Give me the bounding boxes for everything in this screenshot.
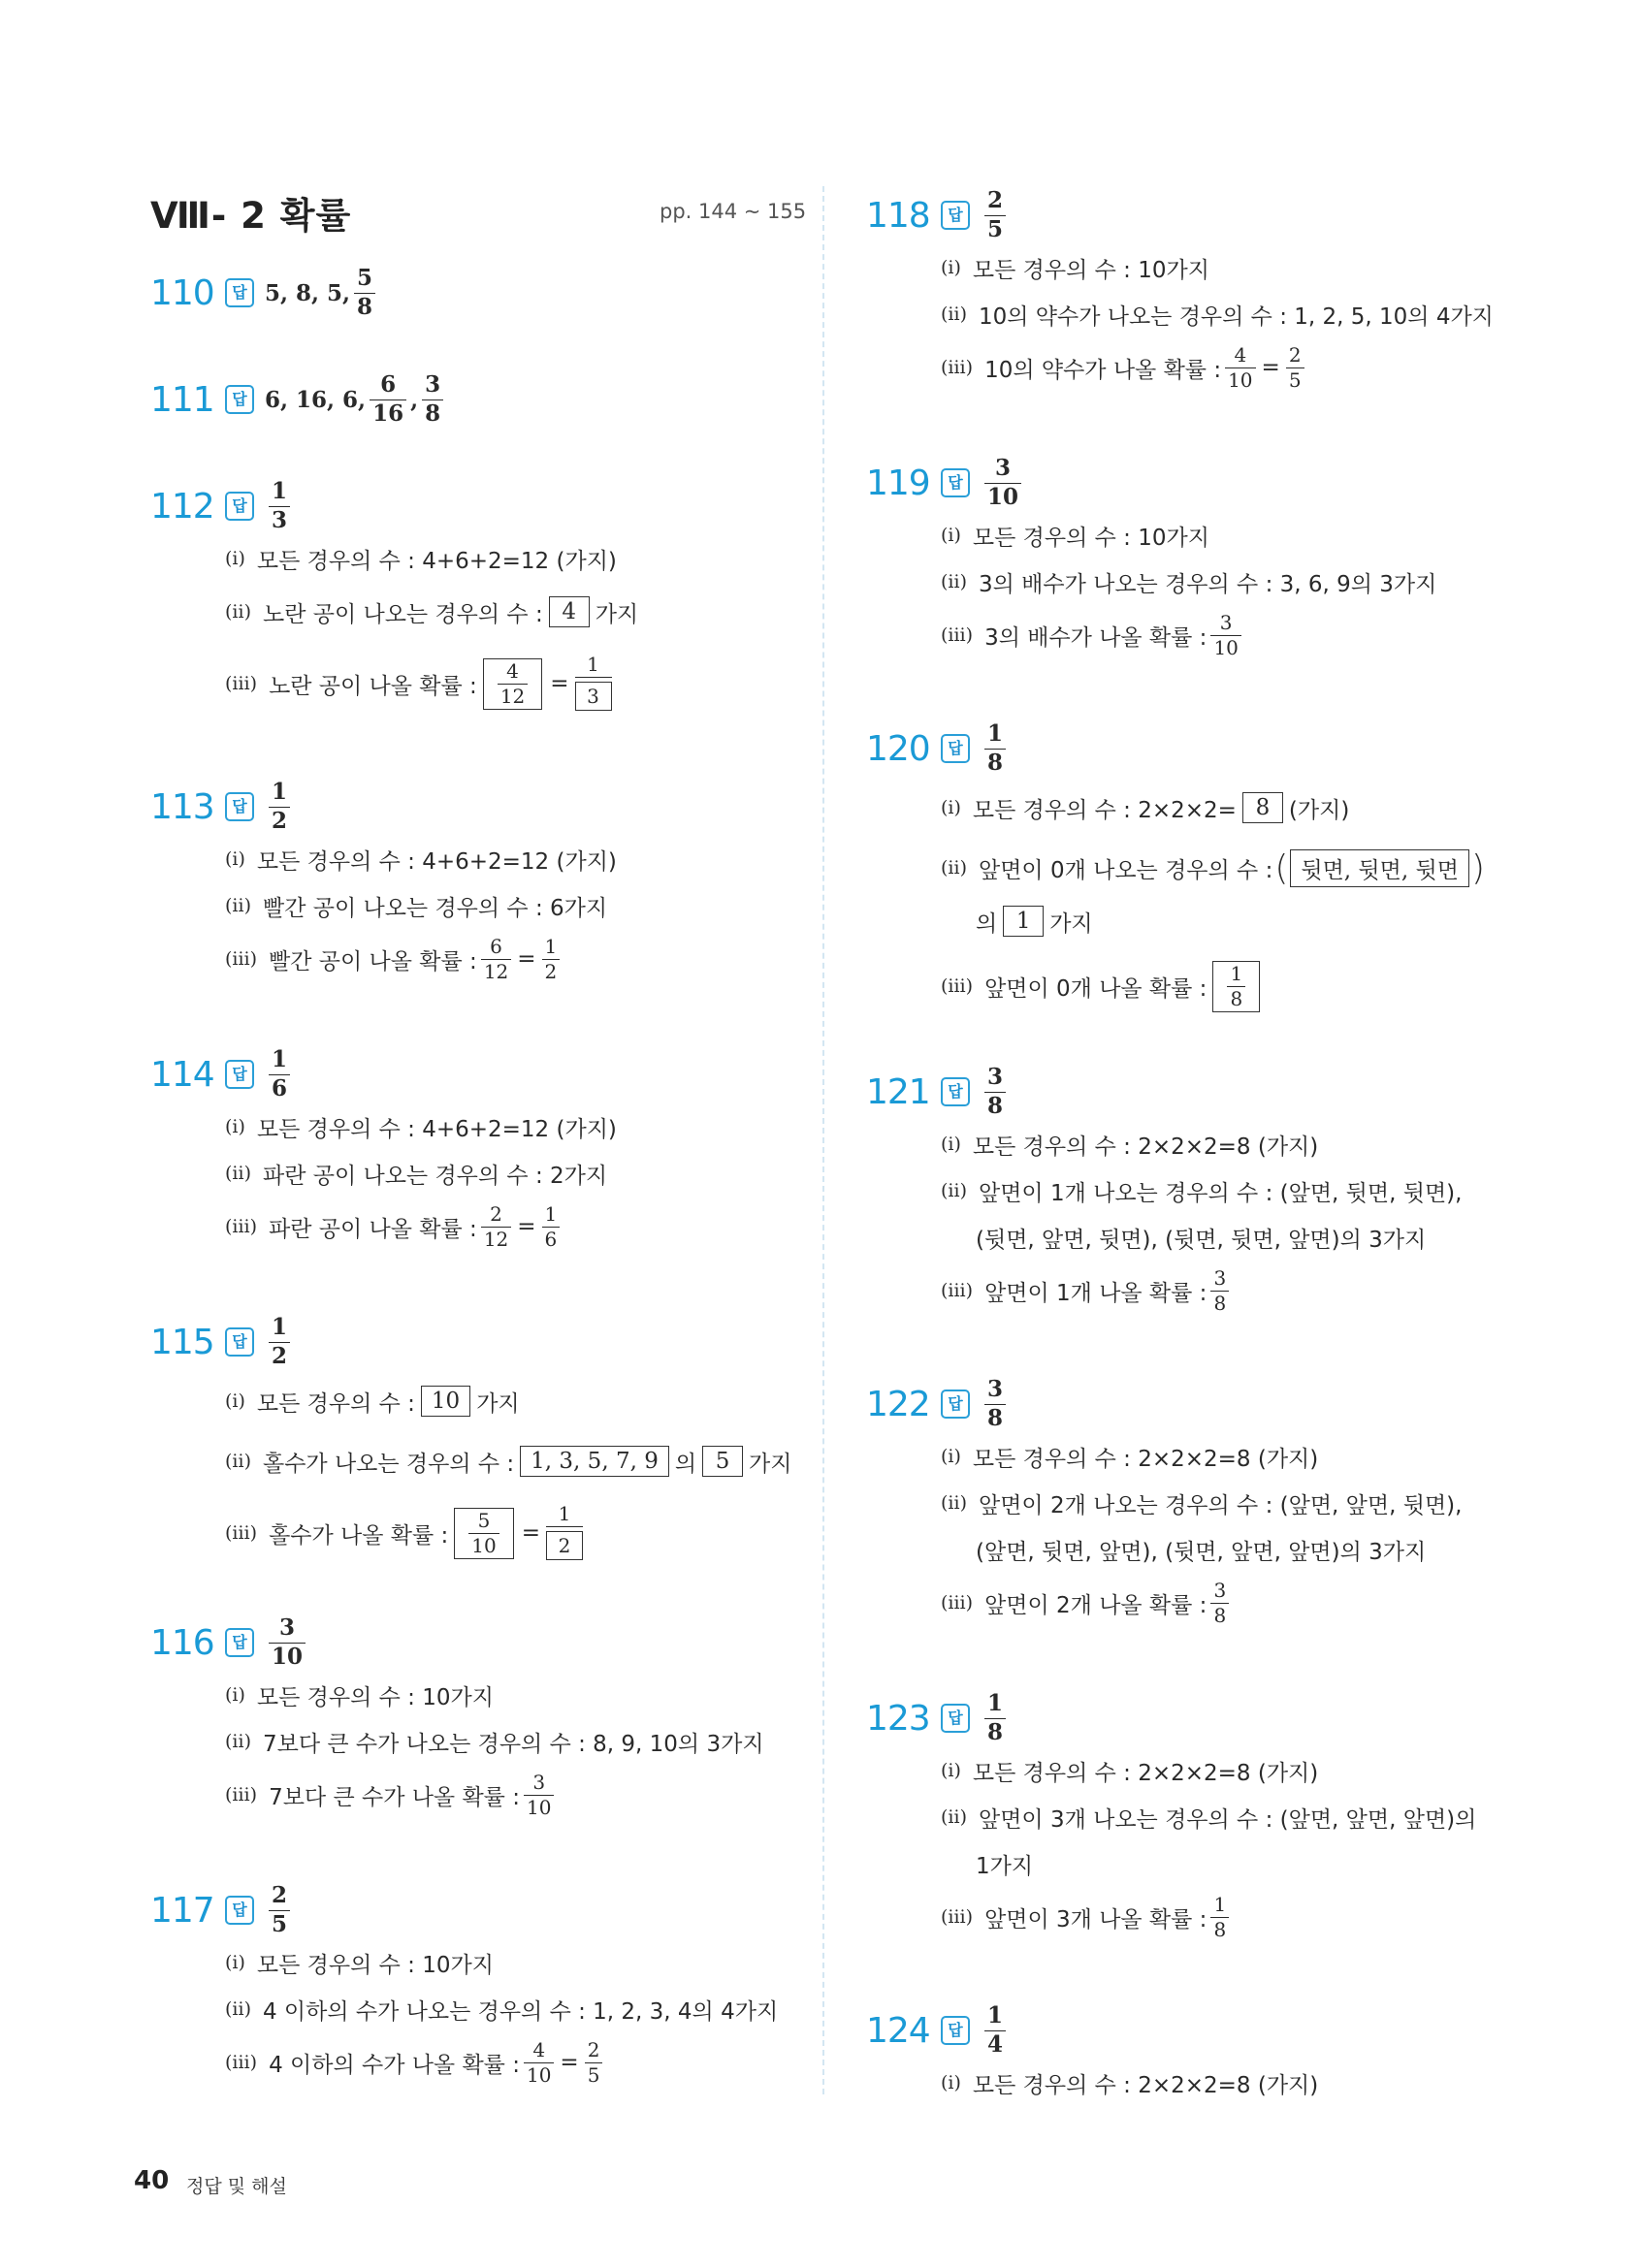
answer-fraction: $\frac{1}{2}$: [269, 781, 290, 832]
step-1: (ⅰ) 모든 경우의 수 : 4+6+2=12 (가지): [225, 548, 617, 574]
footer-label: 정답 및 해설: [186, 2176, 287, 2197]
blank-box: 8: [1242, 792, 1283, 823]
answer-text: 6, 16, 6,: [265, 386, 367, 413]
step-2-cont: (앞면, 뒷면, 앞면), (뒷면, 앞면, 앞면)의 3가지: [976, 1539, 1427, 1565]
answer-label: 답: [941, 1077, 970, 1106]
step-2: (ⅱ) 앞면이 3개 나오는 경우의 수 : (앞면, 앞면, 앞면)의: [941, 1806, 1477, 1833]
answer-fraction: $\frac{2}{5}$: [984, 189, 1006, 240]
answer: [265, 1313, 294, 1371]
answer-fraction: $\frac{1}{2}$: [269, 1316, 290, 1367]
step-3: (ⅲ) 4 이하의 수가 나올 확률 : $\frac{4}{10}$ = $\frac{2}{5}$: [225, 2032, 778, 2092]
step-1: (ⅰ) 모든 경우의 수 : 10가지: [941, 257, 1209, 283]
step-3: (ⅲ) 앞면이 0개 나올 확률 : $\frac{1}{8}$: [941, 944, 1487, 1028]
step-2: (ⅱ) 4 이하의 수가 나오는 경우의 수 : 1, 2, 3, 4의 4가지: [225, 1998, 779, 2025]
problem-123: [866, 1689, 1476, 1947]
problem-number: 123: [866, 1699, 930, 1739]
answer-label: 답: [941, 201, 970, 230]
step-2-cont: 1가지: [976, 1853, 1034, 1879]
step-3: (ⅲ) 노란 공이 나올 확률 : $\frac{4}{12}$ = $\frac{1}{3}$: [225, 642, 638, 725]
answer-fraction: $\frac{1}{8}$: [984, 722, 1006, 774]
step-2: (ⅱ) 7보다 큰 수가 나오는 경우의 수 : 8, 9, 10의 3가지: [225, 1731, 764, 1757]
step-2-cont: 의 1 가지: [941, 898, 1487, 944]
problem-number: 112: [150, 487, 214, 527]
answer: [981, 1063, 1010, 1121]
answer-fraction: $\frac{3}{10}$: [984, 457, 1021, 508]
problem-number: 119: [866, 463, 930, 503]
step-2: (ⅱ) 앞면이 2개 나오는 경우의 수 : (앞면, 앞면, 뒷면),: [941, 1492, 1463, 1518]
result-fraction: $\frac{1}{3}$: [575, 655, 612, 713]
answer-fraction: $\frac{6}{16}$: [370, 373, 406, 425]
step-3: (ⅲ) 앞면이 3개 나올 확률 : $\frac{1}{8}$: [941, 1887, 1476, 1947]
fraction-box: $\frac{4}{12}$: [483, 658, 542, 710]
blank-box: 뒷면, 뒷면, 뒷면: [1290, 849, 1469, 887]
problem-number: 111: [150, 380, 214, 420]
answer-label: 답: [225, 1628, 254, 1657]
answer-fraction: $\frac{2}{5}$: [269, 1884, 290, 1935]
answer: [981, 2001, 1010, 2060]
problem-number: 124: [866, 2011, 930, 2051]
answer-fraction: $\frac{1}{4}$: [984, 2004, 1006, 2056]
step-1: (ⅰ) 모든 경우의 수 : 10가지: [941, 525, 1209, 551]
answer-fraction-2: $\frac{3}{8}$: [422, 373, 443, 425]
column-divider: [822, 186, 824, 2094]
problem-124: [866, 2001, 1318, 2106]
blank-box: 5: [702, 1446, 743, 1477]
step-3: (ⅲ) 파란 공이 나올 확률 : $\frac{2}{12}$ = $\frac{1}{6}$: [225, 1197, 617, 1257]
problem-number: 120: [866, 729, 930, 769]
answer-fraction: $\frac{3}{10}$: [269, 1616, 306, 1668]
step-2: (ⅱ) 빨간 공이 나오는 경우의 수 : 6가지: [225, 895, 608, 921]
step-1: (ⅰ) 모든 경우의 수 : 2×2×2=8 (가지): [941, 1760, 1319, 1786]
step-1: (ⅰ) 모든 경우의 수 : 4+6+2=12 (가지): [225, 848, 617, 875]
step-1: (ⅰ) 모든 경우의 수 : 10가지: [225, 1684, 494, 1710]
answer-fraction: $\frac{1}{6}$: [269, 1048, 290, 1100]
blank-box: 4: [549, 596, 590, 627]
step-1: (ⅰ) 모든 경우의 수 : 10가지: [225, 1952, 494, 1978]
problem-116: [150, 1613, 764, 1825]
answer-label: 답: [941, 1704, 970, 1733]
answer-label: 답: [941, 734, 970, 763]
answer-label: 답: [225, 1060, 254, 1089]
fraction-box: $\frac{5}{10}$: [454, 1508, 513, 1559]
answer-fraction: $\frac{1}{8}$: [984, 1692, 1006, 1743]
problem-121: [866, 1063, 1462, 1321]
answer: [981, 1689, 1010, 1747]
page-number: 40: [134, 2166, 170, 2195]
step-1: (ⅰ) 모든 경우의 수 : 4+6+2=12 (가지): [225, 1116, 617, 1142]
step-2: (ⅱ) 홀수가 나오는 경우의 수 : 1, 3, 5, 7, 9 의 5 가지: [225, 1431, 791, 1491]
problem-112: [150, 477, 638, 725]
problem-119: [866, 454, 1436, 665]
step-3: (ⅲ) 7보다 큰 수가 나올 확률 : $\frac{3}{10}$: [225, 1765, 764, 1825]
answer-text: 5, 8, 5,: [265, 279, 351, 306]
step-1: (ⅰ) 모든 경우의 수 : 10 가지: [225, 1371, 791, 1431]
step-2: (ⅱ) 앞면이 1개 나오는 경우의 수 : (앞면, 뒷면, 뒷면),: [941, 1180, 1463, 1206]
step-2-cont: (뒷면, 앞면, 뒷면), (뒷면, 뒷면, 앞면)의 3가지: [976, 1227, 1427, 1253]
answer-label: 답: [225, 492, 254, 521]
problem-118: [866, 186, 1494, 398]
step-1: (ⅰ) 모든 경우의 수 : 2×2×2=8 (가지): [941, 1446, 1319, 1472]
answer-fraction: $\frac{5}{8}$: [354, 267, 375, 318]
page-range: pp. 144 ~ 155: [660, 200, 807, 223]
problem-113: [150, 778, 617, 989]
step-3: (ⅲ) 앞면이 1개 나올 확률 : $\frac{3}{8}$: [941, 1261, 1462, 1321]
answer-fraction: $\frac{1}{3}$: [269, 480, 290, 531]
answer-fraction: $\frac{3}{8}$: [984, 1378, 1006, 1429]
step-2: (ⅱ) 3의 배수가 나오는 경우의 수 : 3, 6, 9의 3가지: [941, 571, 1437, 597]
problem-number: 122: [866, 1385, 930, 1424]
step-1: (ⅰ) 모든 경우의 수 : 2×2×2=8 (가지): [941, 2072, 1319, 2098]
step-2: (ⅱ) 노란 공이 나오는 경우의 수 : 4 가지: [225, 582, 638, 642]
answer-label: 답: [941, 1390, 970, 1419]
problem-number: 114: [150, 1055, 214, 1095]
problem-number: 116: [150, 1623, 214, 1663]
answer-label: 답: [941, 2016, 970, 2045]
answer: [265, 477, 294, 535]
blank-box: 1: [1003, 906, 1044, 937]
fraction-box: $\frac{1}{8}$: [1212, 961, 1260, 1012]
blank-box: 10: [421, 1386, 470, 1417]
answer-label: 답: [225, 792, 254, 821]
answer-separator: ,: [410, 386, 419, 413]
answer: [265, 778, 294, 836]
problem-number: 113: [150, 787, 214, 827]
problem-number: 110: [150, 273, 214, 313]
problem-number: 117: [150, 1891, 214, 1931]
problem-number: 118: [866, 196, 930, 236]
answer: [265, 1881, 294, 1939]
problem-number: 115: [150, 1323, 214, 1362]
step-1: (ⅰ) 모든 경우의 수 : 2×2×2=8 (가지): [941, 1134, 1319, 1160]
problem-number: 121: [866, 1072, 930, 1112]
problem-114: [150, 1045, 617, 1257]
answer: [981, 454, 1025, 512]
answer: [265, 1613, 309, 1672]
step-2: (ⅱ) 10의 약수가 나오는 경우의 수 : 1, 2, 5, 10의 4가지: [941, 303, 1494, 330]
step-2: (ⅱ) 파란 공이 나오는 경우의 수 : 2가지: [225, 1163, 608, 1189]
step-3: (ⅲ) 앞면이 2개 나올 확률 : $\frac{3}{8}$: [941, 1573, 1462, 1633]
step-1: (ⅰ) 모든 경우의 수 : 2×2×2= 8 (가지): [941, 778, 1487, 838]
answer: [265, 1045, 294, 1103]
problem-122: [866, 1375, 1462, 1633]
step-2: (ⅱ) 앞면이 0개 나오는 경우의 수 : ( 뒷면, 뒷면, 뒷면 ): [941, 847, 1485, 888]
answer-label: 답: [941, 468, 970, 497]
answer-label: 답: [225, 385, 254, 414]
answer: [265, 370, 447, 429]
problem-120: [866, 719, 1487, 1028]
answer: [981, 719, 1010, 778]
step-3: (ⅲ) 3의 배수가 나올 확률 : $\frac{3}{10}$: [941, 605, 1436, 665]
problem-117: [150, 1881, 778, 2092]
answer-label: 답: [225, 1896, 254, 1925]
answer-label: 답: [225, 1327, 254, 1357]
section-title: Ⅷ- 2 확률: [150, 195, 352, 237]
step-3: (ⅲ) 홀수가 나올 확률 : $\frac{5}{10}$ = $\frac{1}{2}$: [225, 1491, 791, 1575]
answer-fraction: $\frac{3}{8}$: [984, 1066, 1006, 1117]
answer: [981, 186, 1010, 244]
problem-115: [150, 1313, 791, 1575]
answer: [981, 1375, 1010, 1433]
answer: [265, 264, 379, 322]
result-fraction: $\frac{1}{2}$: [546, 1504, 583, 1562]
blank-box: 1, 3, 5, 7, 9: [520, 1446, 669, 1477]
answer-label: 답: [225, 278, 254, 307]
step-3: (ⅲ) 10의 약수가 나올 확률 : $\frac{4}{10}$ = $\frac{2}{5}$: [941, 337, 1494, 398]
step-3: (ⅲ) 빨간 공이 나올 확률 : $\frac{6}{12}$ = $\frac{1}{2}$: [225, 929, 617, 989]
